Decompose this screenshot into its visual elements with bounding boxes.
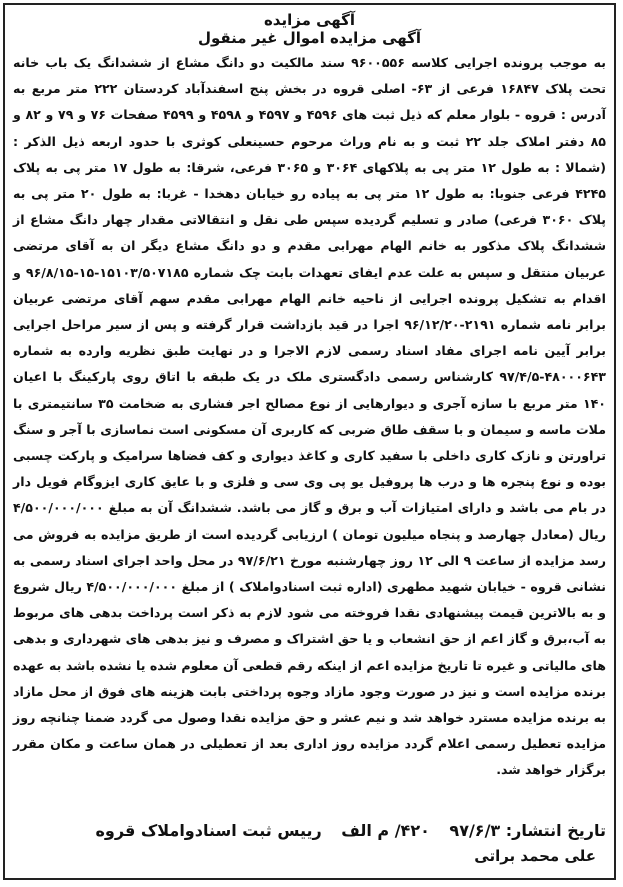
notice-body: به موجب پرونده اجرایی کلاسه ۹۶۰۰۵۵۶ سند مالکیت دو دانگ مشاع از ششدانگ یک باب خانه تحت پلاک ۱۶۸۴۷ فرعی از ۶۳- اصلی قروه در بخش پنج اسفندآباد کردستان ۲۲۲ متر مربع به آدرس : قروه - بلوار معلم که ذیل ثبت های ۴۵۹۶ و ۴۵۹۷ و ۴۵۹۸ و ۴۵۹۹ صفحات ۷۶ و ۷۹ و ۸۲ و ۸۵ دفتر املاک جلد ۲۲ ثبت و به نام وراث مرحوم حسینعلی کوثری با حدود اربعه ذیل الذکر : (شمالا : به طول ۱۲ متر پی به پلاکهای ۳۰۶۴ و ۳۰۶۵ فرعی، شرقا: به طول ۱۷ متر پی به پلاک ۴۲۴۵ فرعی جنوبا: به طول ۱۲ متر پی به پیاده رو خیابان دهخدا - غربا: به طول ۲۰ متر پی به پلاک ۳۰۶۰ فرعی) صادر و تسلیم گردیده سپس طی نقل و انتقالاتی مقدار چهار دانگ مشاع از ششدانگ پلاک مذکور به خانم الهام مهرابی مقدم و دو دانگ مشاع دیگر ان به آقای مرتضی عربیان منتقل و سپس به علت عدم ایفای تعهدات بابت چک شماره ۱۵۱۰۳/۵۰۷۱۸۵-۱۵-۹۶/۸/۱۵ و اقدام به تشکیل پرونده اجرایی از ناحیه خانم الهام مهرابی مقدم سهم آقای مرتضی عربیان برابر نامه شماره ۲۱۹۱-۹۶/۱۲/۲۰ اجرا در قید بازداشت قرار گرفته و پس از سیر مراحل اجرایی برابر آیین نامه اجرای مفاد اسناد رسمی لازم الاجرا و در نهایت طبق نظریه وارده به شماره ۴۸۰۰۰۶۴۳-۹۷/۴/۵ کارشناس رسمی دادگستری ملک در یک طبقه با اتاق روی پارکینگ با اعیان ۱۴۰ متر مربع با سازه آجری و دیوارهایی از نوع مصالح اجر فشاری به ضخامت ۳۵ سانتیمتری با ملات ماسه و سیمان و با سقف طاق ضربی که کاربری آن مسکونی است نماسازی با آجر و سنگ تراورتن و نازک کاری داخلی با سفید کاری و کاغذ دیواری و کف فضاها سرامیک و پارکت چسبی بوده و نوع پنجره ها و درب ها پروفیل یو پی وی سی و فلزی و با عایق کاری ایزوگام فویل دار در بام می باشد و دارای امتیازات آب و برق و گاز می باشد. ششدانگ آن به مبلغ ۴/۵۰۰/۰۰۰/۰۰۰ ریال (معادل چهارصد و پنجاه میلیون تومان ) ارزیابی گردیده است از طریق مزایده به فروش می رسد مزایده از ساعت ۹ الی ۱۲ روز چهارشنبه مورخ ۹۷/۶/۲۱ در محل واحد اجرای اسناد رسمی به نشانی قروه - خیابان شهید مطهری (اداره ثبت اسنادواملاک ) از مبلغ ۴/۵۰۰/۰۰۰/۰۰۰ ریال شروع و به بالاترین قیمت پیشنهادی نقدا فروخته می شود لازم به ذکر است پرداخت بدهی های مربوط به آب،برق و گاز اعم از حق انشعاب و یا حق اشتراک و مصرف و نیز بدهی های شهرداری و بدهی های مالیاتی و غیره تا تاریخ مزایده اعم از اینکه رقم قطعی آن معلوم شده یا نشده باشد به عهده برنده مزایده است و نیز در صورت وجود مازاد وجوه پرداختی بابت هزینه های فوق از محل مازاد به برنده مزایده مسترد خواهد شد و نیم عشر و حق مزایده نقدا وصول می گردد ضمنا چنانچه روز مزایده تعطیل رسمی اعلام گردد مزایده روز اداری بعد از تعطیلی در همان ساعت و مکان مقرر برگزار خواهد شد.	[13, 55, 607, 778]
notice-content	[13, 11, 606, 872]
footer-line	[13, 818, 606, 844]
publish-date: تاریخ انتشار: ۹۷/۶/۳	[449, 821, 606, 840]
notice-footer	[13, 818, 606, 868]
issuer-title: رییس ثبت اسنادواملاک قروه	[95, 821, 322, 840]
notice-title: آگهی مزایده	[263, 11, 356, 29]
notice-frame	[3, 3, 616, 880]
reference-number: ۴۲۰/ م الف	[341, 821, 430, 840]
notice-subtitle: آگهی مزایده اموال غیر منقول	[197, 29, 422, 47]
signatory-name: علی محمد براتی	[474, 847, 596, 865]
